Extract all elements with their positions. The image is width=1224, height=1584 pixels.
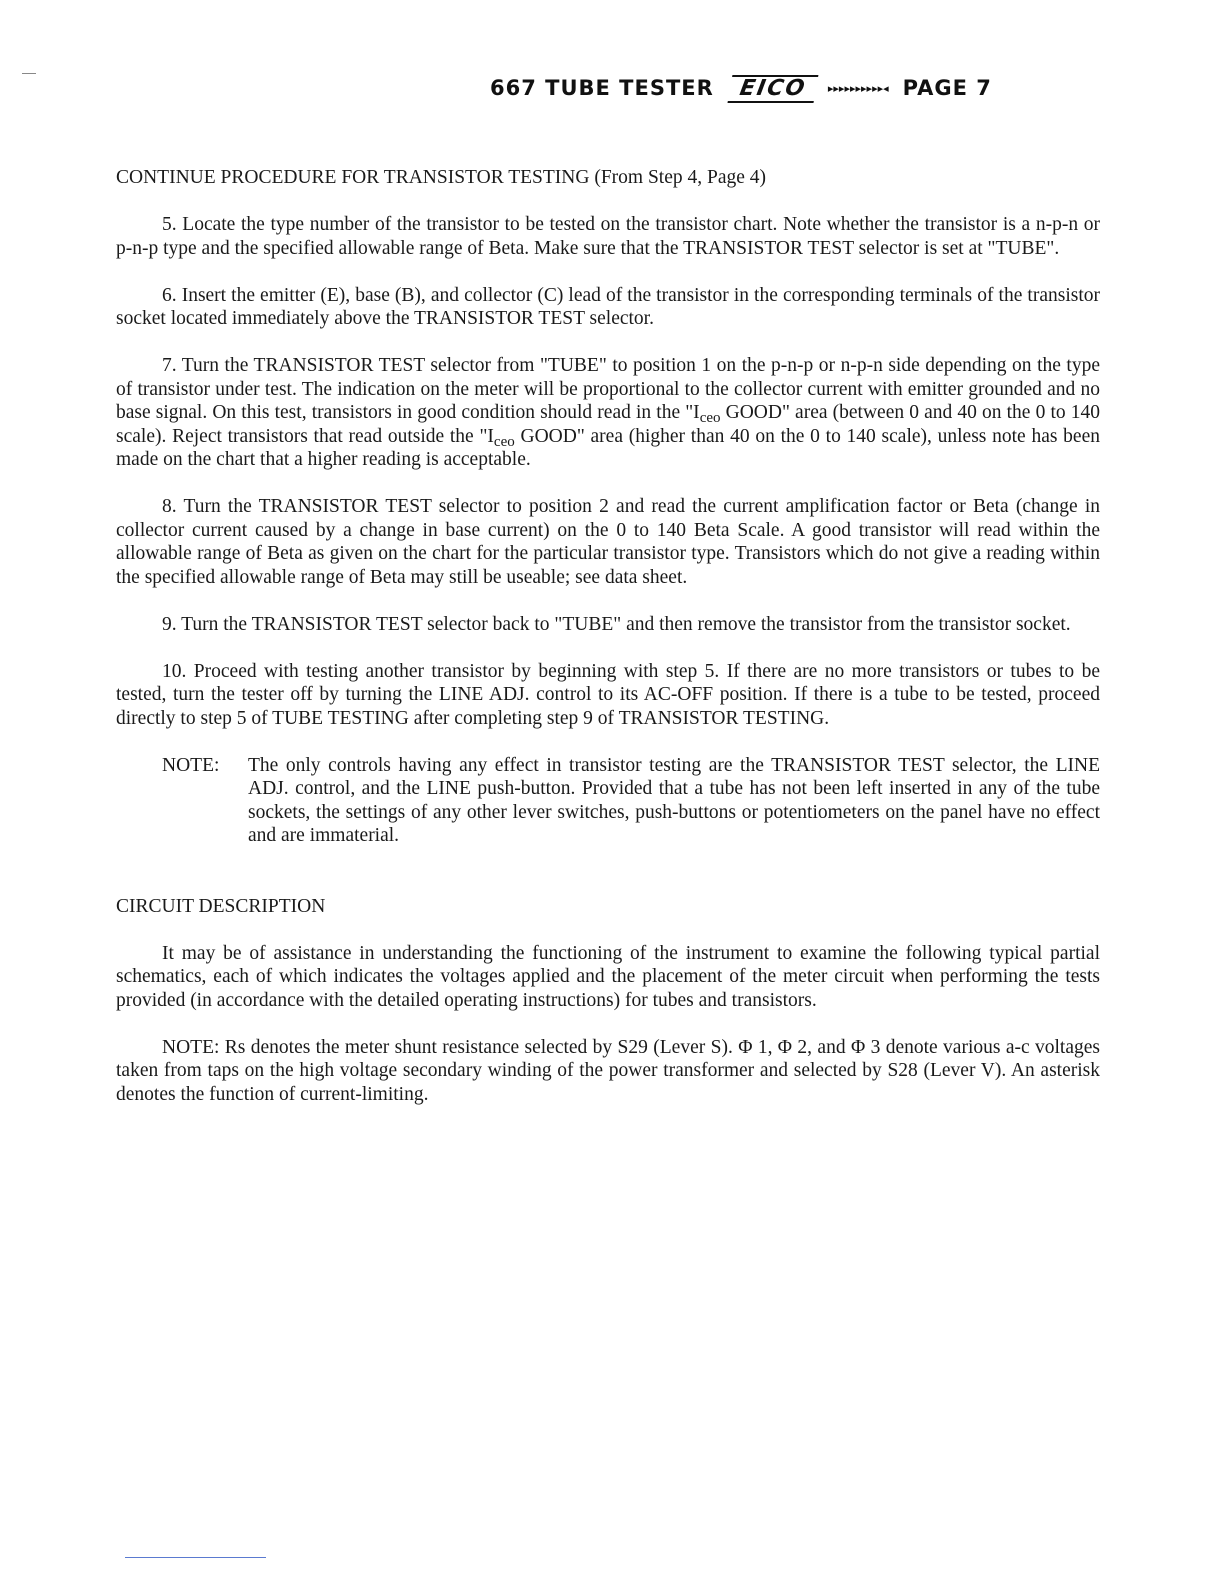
step-7-text: GOOD" area (between 0 and 40 on the 0 to 140 scale). Reject transistors that read outside the "I — [116, 402, 1100, 447]
step-8: 8. Turn the TRANSISTOR TEST selector to position 2 and read the current amplification factor or Beta (change in collector current caused by a change in base current) on the 0 to 140 Beta Scale. A good transistor will read within the allowable range of Beta as given on the chart for the particular transistor type. Transistors which do not give a reading within the specified allowable range of Beta may still be useable; see data sheet. — [116, 496, 1100, 588]
step-5: 5. Locate the type number of the transistor to be tested on the transistor chart. Note whether the transistor is a n-p-n or p-n-p type and the specified allowable range of Beta. Make sure that the TRANSISTOR TEST selector is set at "TUBE". — [116, 214, 1100, 259]
arrow-decoration: ▸▸▸▸▸▸▸▸▸▸◂ — [827, 82, 889, 96]
page-body — [116, 166, 1100, 1130]
step-7 — [116, 354, 1100, 472]
step-9: 9. Turn the TRANSISTOR TEST selector back to "TUBE" and then remove the transistor from the transistor socket. — [162, 613, 1071, 635]
subscript: ceo — [493, 433, 515, 450]
section-heading: CONTINUE PROCEDURE FOR TRANSISTOR TESTING (From Step 4, Page 4) — [116, 167, 767, 188]
scan-mark — [22, 73, 36, 74]
header-title: 667 TUBE TESTER — [490, 76, 714, 101]
circuit-note: NOTE: Rs denotes the meter shunt resistance selected by S29 (Lever S). Φ 1, Φ 2, and Φ 3 denote various a-c voltages taken from taps on the high voltage secondary winding of the power transformer and selected by S28 (Lever V). An asterisk denotes the function of current-limiting. — [116, 1036, 1100, 1105]
transistor-note — [162, 754, 1100, 848]
note-text: The only controls having any effect in transistor testing are the TRANSISTOR TEST selector, the LINE ADJ. control, and the LINE push-button. Provided that a tube has not been left inserted in any of the tube sockets, the settings of any other lever switches, push-buttons or potentiometers on the panel have no effect and are immaterial. — [248, 754, 1100, 846]
step-7-text: 7. Turn the TRANSISTOR TEST selector from "TUBE" to position 1 on the p-n-p or n-p-n side depending on the type of transistor under test. The indication on the meter will be proportional to the collector current with emitter grounded and no base signal. On this test, transistors in good condition should read in the "I — [116, 355, 1100, 423]
eico-logo: EICO — [727, 75, 818, 103]
note-label: NOTE: — [162, 754, 220, 776]
footer-rule — [125, 1557, 266, 1558]
subscript: ceo — [699, 410, 721, 426]
step-6: 6. Insert the emitter (E), base (B), and collector (C) lead of the transistor in the corresponding terminals of the transistor socket located immediately above the TRANSISTOR TEST selector. — [116, 284, 1100, 329]
page-number: PAGE 7 — [902, 76, 992, 101]
section-heading: CIRCUIT DESCRIPTION — [116, 895, 326, 917]
page-header — [490, 72, 1060, 106]
step-10: 10. Proceed with testing another transistor by beginning with step 5. If there are no more transistors or tubes to be tested, turn the tester off by turning the LINE ADJ. control to its AC-OFF position. If there is a tube to be tested, proceed directly to step 5 of TUBE TESTING after completing step 9 of TRANSISTOR TESTING. — [116, 660, 1100, 729]
step-7-text: GOOD" area (higher than 40 on the 0 to 140 scale), unless note has been made on the chart that a higher reading is acceptable. — [116, 425, 1100, 470]
circuit-paragraph: It may be of assistance in understanding the functioning of the instrument to examine the following typical partial schematics, each of which indicates the voltages applied and the placement of the meter circuit when performing the tests provided (in accordance with the detailed operating instructions) for tubes and transistors. — [116, 942, 1100, 1011]
